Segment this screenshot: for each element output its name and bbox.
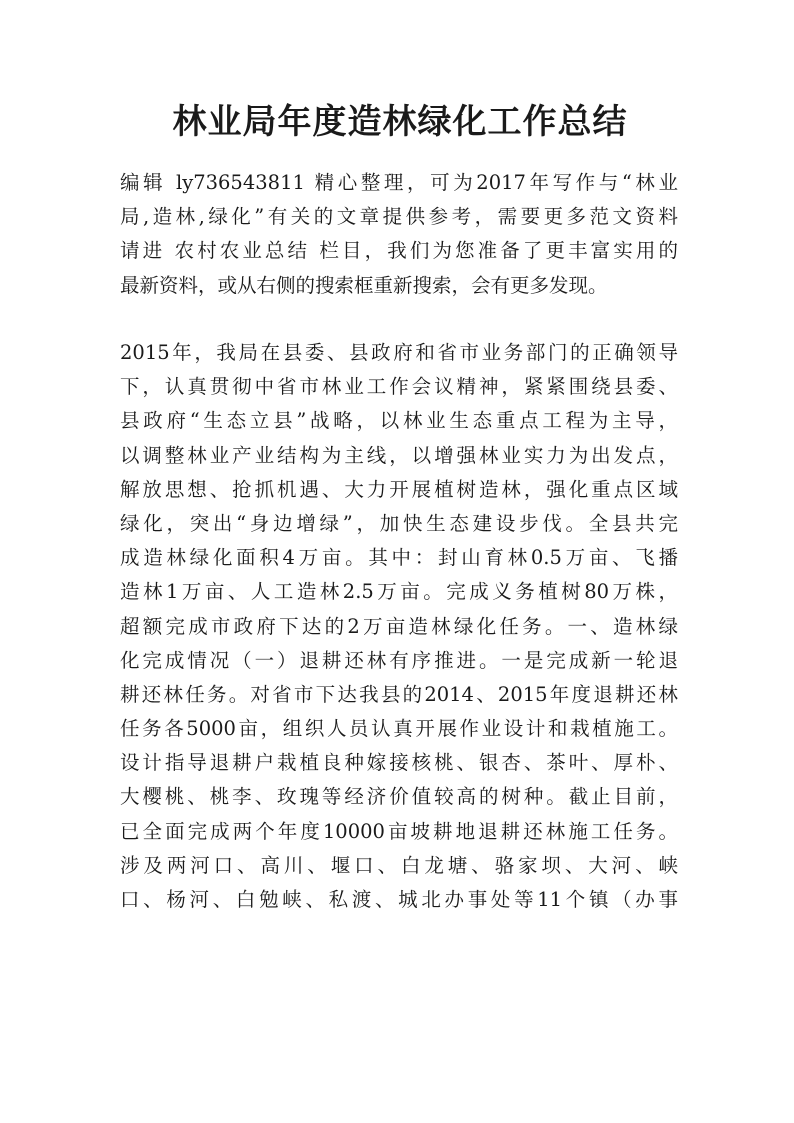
- body-line: 以调整林业产业结构为主线，以增强林业实力为出发点，: [120, 443, 678, 467]
- body-line: 大樱桃、桃李、玫瑰等经济价值较高的树种。截止目前，: [120, 785, 678, 809]
- intro-line: 编辑 ly736543811 精心整理，可为2017年写作与“林业: [120, 171, 678, 194]
- intro-paragraph: [120, 166, 678, 303]
- document-title: 林业局年度造林绿化工作总结: [172, 102, 628, 142]
- body-line: 已全面完成两个年度10000亩坡耕地退耕还林施工任务。: [120, 819, 678, 843]
- body-line: 2015年，我局在县委、县政府和省市业务部门的正确领导: [120, 341, 678, 364]
- body-line: 超额完成市政府下达的2万亩造林绿化任务。一、造林绿: [120, 614, 678, 638]
- body-line: 县政府“生态立县”战略，以林业生态重点工程为主导，: [120, 409, 678, 433]
- body-line: 耕还林任务。对省市下达我县的2014、2015年度退耕还林: [120, 682, 678, 706]
- body-line: 口、杨河、白勉峡、私渡、城北办事处等11个镇（办事: [120, 888, 678, 911]
- intro-line: 最新资料，或从右侧的搜索框重新搜索，会有更多发现。: [120, 273, 608, 297]
- body-line: 化完成情况（一）退耕还林有序推进。一是完成新一轮退: [120, 648, 678, 672]
- body-line: 涉及两河口、高川、堰口、白龙塘、骆家坝、大河、峡: [120, 853, 678, 877]
- body-line: 成造林绿化面积4万亩。其中：封山育林0.5万亩、飞播: [120, 546, 678, 570]
- body-line: 任务各5000亩，组织人员认真开展作业设计和栽植施工。: [120, 717, 678, 741]
- body-line: 下，认真贯彻中省市林业工作会议精神，紧紧围绕县委、: [120, 375, 678, 399]
- intro-line: 局,造林,绿化”有关的文章提供参考，需要更多范文资料: [120, 205, 678, 229]
- body-line: 绿化，突出“身边增绿”，加快生态建设步伐。全县共完: [120, 511, 678, 535]
- body-line: 设计指导退耕户栽植良种嫁接核桃、银杏、茶叶、厚朴、: [120, 751, 678, 775]
- body-line: 造林1万亩、人工造林2.5万亩。完成义务植树80万株，: [120, 580, 678, 604]
- body-paragraph: [120, 336, 678, 917]
- body-line: 解放思想、抢抓机遇、大力开展植树造林，强化重点区域: [120, 477, 678, 501]
- intro-line: 请进 农村农业总结 栏目，我们为您准备了更丰富实用的: [120, 239, 678, 263]
